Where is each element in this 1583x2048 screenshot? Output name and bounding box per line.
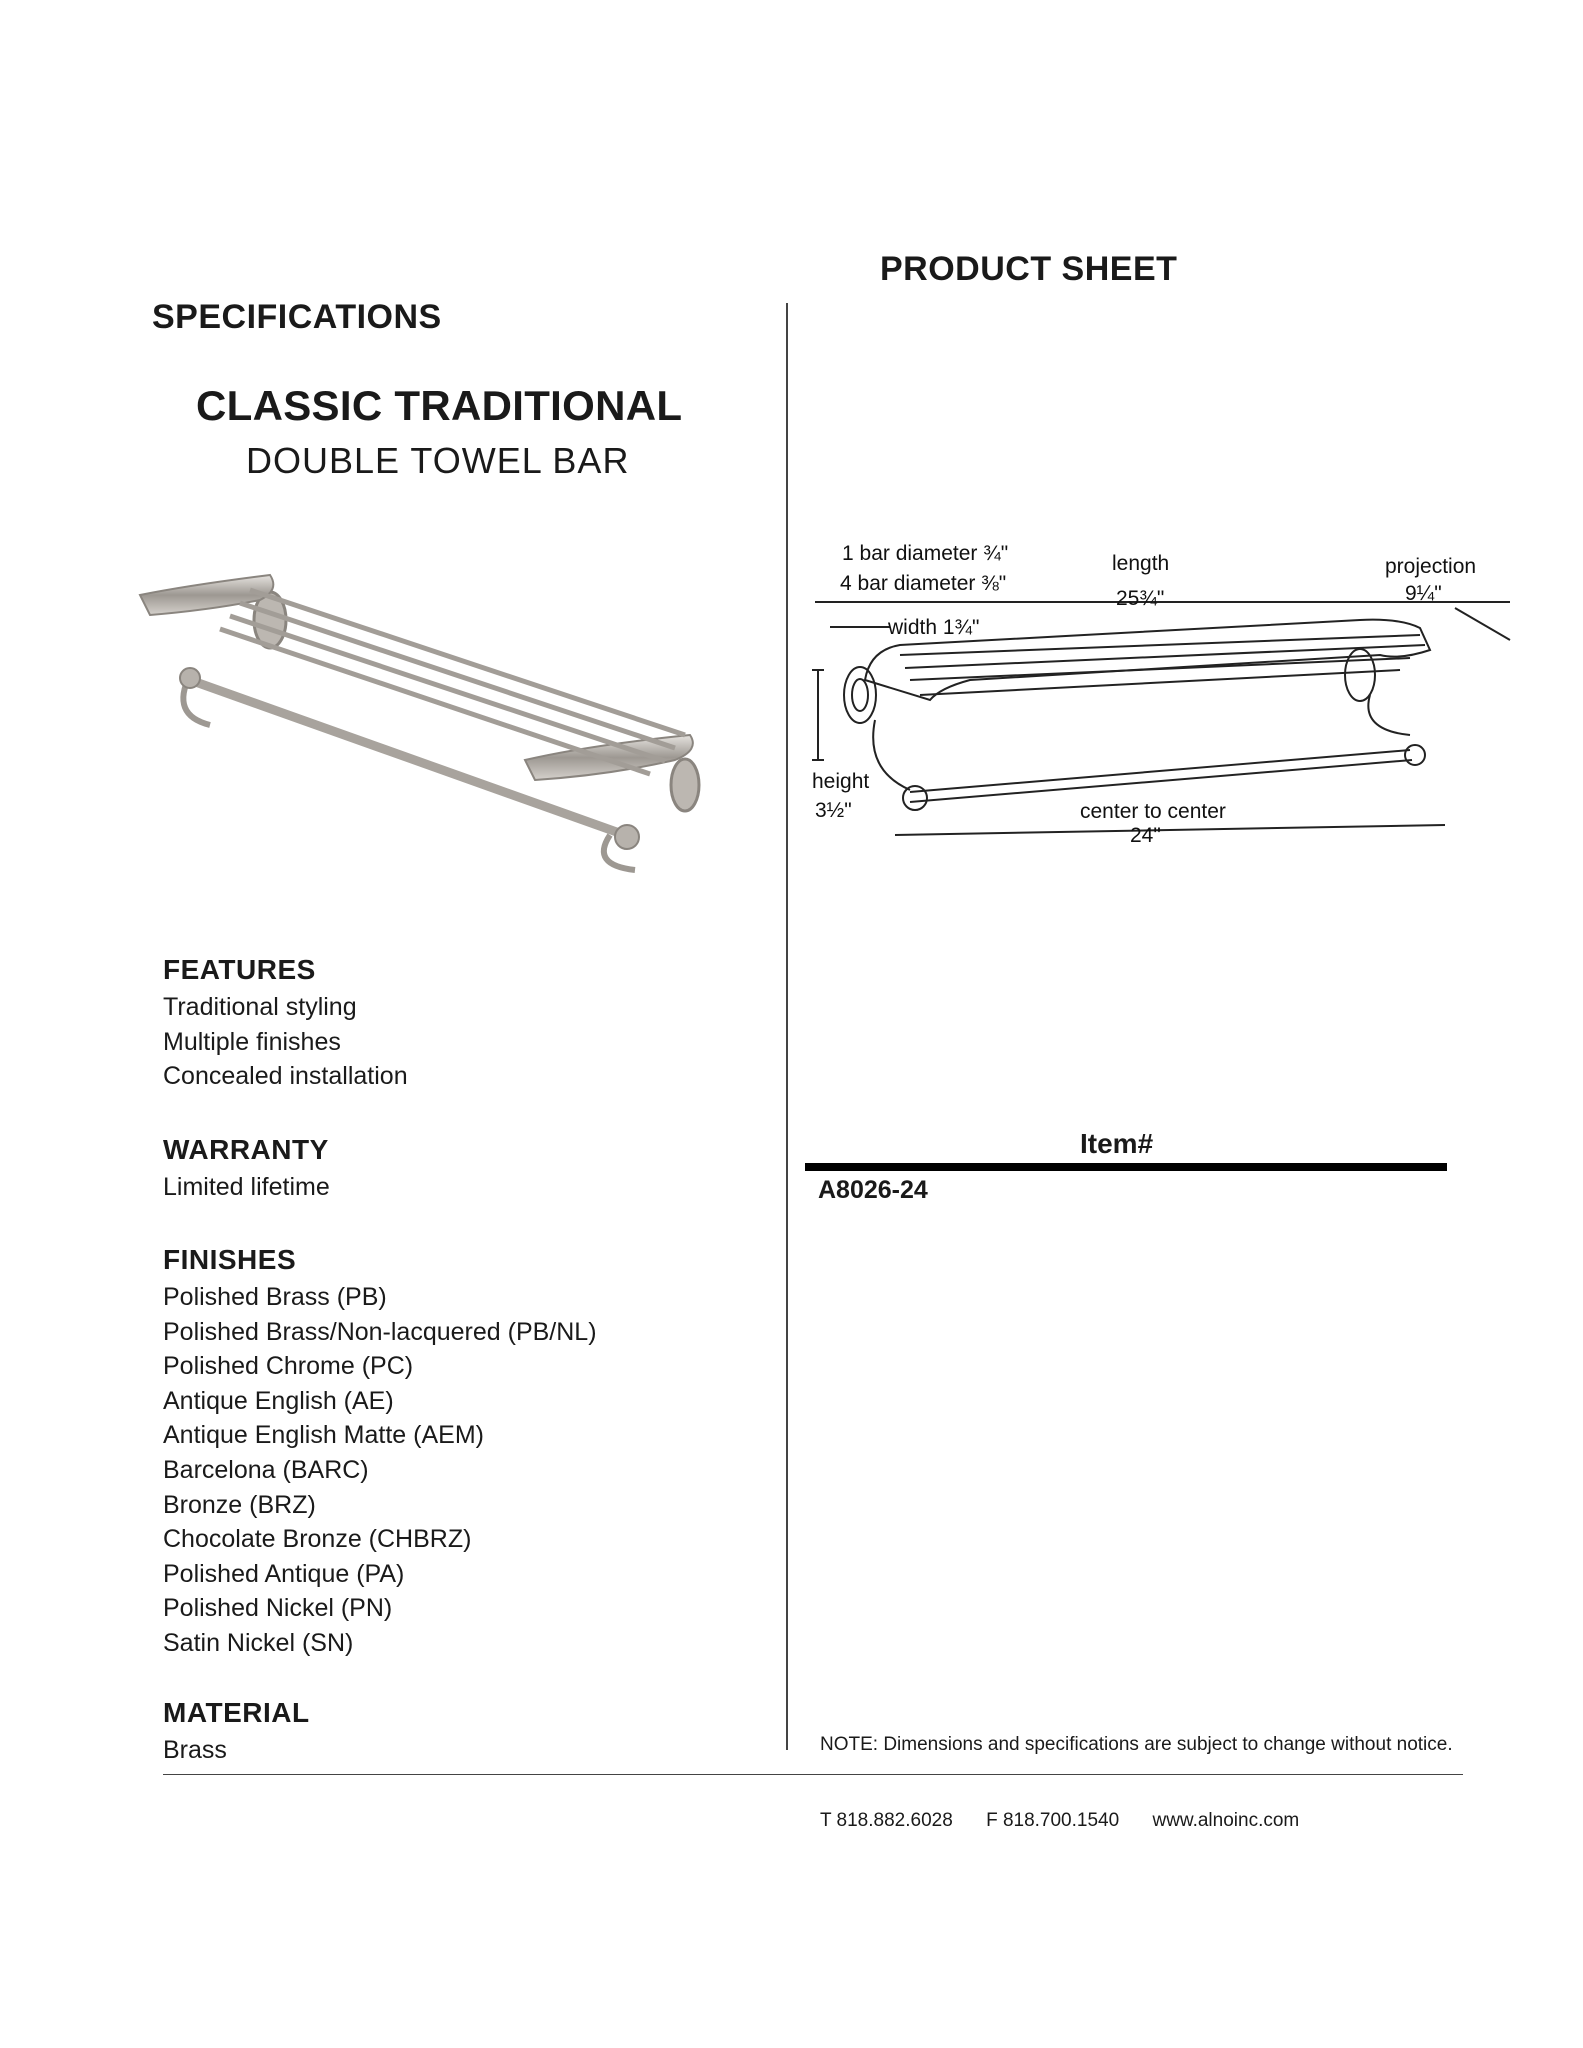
warranty-section <box>163 1130 330 1205</box>
finishes-section <box>163 1240 597 1661</box>
height-value: 3½" <box>815 799 852 822</box>
feature-item: Multiple finishes <box>163 1027 341 1056</box>
projection-label: projection <box>1385 555 1477 578</box>
features-section <box>163 950 408 1094</box>
bar-diameter-4-label: 4 bar diameter ⅜" <box>840 572 1007 595</box>
warranty-item: Limited lifetime <box>163 1173 330 1201</box>
length-label: length <box>1112 552 1170 575</box>
width-label: width 1¾" <box>888 616 980 639</box>
warranty-title: WARRANTY <box>163 1134 329 1165</box>
disclaimer-note: NOTE: Dimensions and specifications are subject to change without notice. <box>820 1734 1453 1755</box>
projection-value: 9¼" <box>1405 582 1442 605</box>
finish-item: Barcelona (BARC) <box>163 1455 369 1484</box>
material-item: Brass <box>163 1736 227 1764</box>
finish-item: Polished Nickel (PN) <box>163 1594 393 1623</box>
material-title: MATERIAL <box>163 1697 310 1728</box>
finish-item: Polished Brass/Non-lacquered (PB/NL) <box>163 1317 597 1346</box>
contact-footer <box>820 1810 1327 1832</box>
dimension-diagram <box>800 530 1520 870</box>
feature-item: Traditional styling <box>163 993 357 1021</box>
finish-item: Chocolate Bronze (CHBRZ) <box>163 1525 472 1554</box>
column-divider <box>786 303 788 1750</box>
bar-diameter-1-label: 1 bar diameter ¾" <box>842 542 1009 565</box>
product-photo <box>130 545 730 875</box>
item-number: A8026-24 <box>818 1176 928 1204</box>
finish-item: Bronze (BRZ) <box>163 1490 316 1519</box>
phone-number: T 818.882.6028 <box>820 1810 953 1831</box>
finish-item: Polished Chrome (PC) <box>163 1352 414 1381</box>
finish-item: Antique English Matte (AEM) <box>163 1421 484 1450</box>
finish-item: Polished Antique (PA) <box>163 1559 405 1588</box>
features-title: FEATURES <box>163 954 316 985</box>
product-sheet-heading: PRODUCT SHEET <box>880 250 1178 288</box>
finish-item: Polished Brass (PB) <box>163 1283 387 1311</box>
product-name: CLASSIC TRADITIONAL <box>196 382 683 429</box>
finishes-title: FINISHES <box>163 1244 297 1275</box>
material-section <box>163 1693 310 1768</box>
finish-item: Satin Nickel (SN) <box>163 1628 354 1657</box>
footer-rule <box>163 1774 1463 1775</box>
item-header-rule <box>805 1163 1447 1171</box>
item-number-header: Item# <box>1080 1128 1154 1159</box>
center-to-center-label: center to center <box>1080 800 1226 823</box>
website-link[interactable]: www.alnoinc.com <box>1152 1810 1300 1831</box>
product-subtitle: DOUBLE TOWEL BAR <box>246 440 630 481</box>
feature-item: Concealed installation <box>163 1062 408 1091</box>
specifications-heading: SPECIFICATIONS <box>152 298 442 336</box>
finish-item: Antique English (AE) <box>163 1386 394 1415</box>
center-to-center-value: 24" <box>1130 824 1161 847</box>
length-value: 25¾" <box>1116 587 1165 610</box>
height-label: height <box>812 770 870 793</box>
fax-number: F 818.700.1540 <box>986 1810 1120 1831</box>
